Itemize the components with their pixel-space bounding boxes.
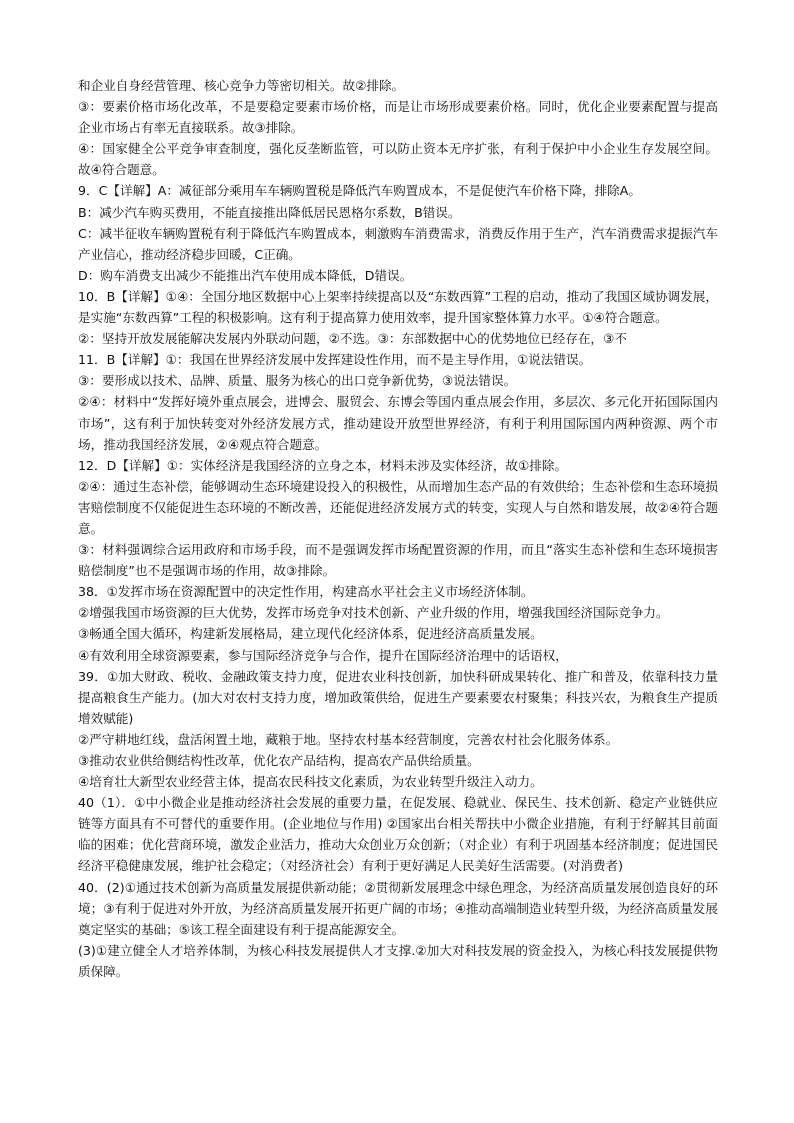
paragraph: ④有效利用全球资源要素，参与国际经济竞争与合作，提升在国际经济治理中的话语权， — [78, 647, 568, 663]
answer-11: 11．B【详解】①：我国在世界经济发展中发挥建设性作用，而不是主导作用，①说法错误。 — [78, 352, 592, 368]
answer-10: 10．B【详解】①④：全国分地区数据中心上架率持续提高以及“东数西算”工程的启动，推动了我国区域协调发展，是实施“东数西算”工程的积极影响。这有利于提高算力使用效率，提升国家整体算力水平。①④符合题意。 — [78, 288, 718, 326]
paragraph: D：购车消费支出减少不能推出汽车使用成本降低，D错误。 — [78, 267, 413, 283]
answer-document — [78, 75, 718, 982]
answer-39: 39．①加大财政、税收、金融政策支持力度，促进农业科技创新，加快科研成果转化、推广和普及，依靠科技力量提高粮食生产能力。(加大对农村支持力度，增加政策供给，促进生产要素要农村聚集；科技兴农，为粮食生产提质增效赋能) — [78, 668, 718, 726]
paragraph: C：减半征收车辆购置税有利于降低汽车购置成本，刺激购车消费需求，消费反作用于生产，汽车消费需求提振汽车产业信心，推动经济稳步回暖，C正确。 — [78, 225, 718, 262]
paragraph: ②④：通过生态补偿，能够调动生态环境建设投入的积极性，从而增加生态产品的有效供给；生态补偿和生态环境损害赔偿制度不仅能促进生态环境的不断改善，还能促进经济发展方式的转变，实现人与自然和谐发展，故②④符合题意。 — [78, 478, 718, 536]
answer-12: 12．D【详解】①：实体经济是我国经济的立身之本，材料未涉及实体经济，故①排除。 — [78, 457, 568, 473]
paragraph: ③推动农业供给侧结构性改革，优化农产品结构，提高农产品供给质量。 — [78, 753, 480, 768]
paragraph: 和企业自身经营管理、核心竞争力等密切相关。故②排除。 — [78, 78, 405, 93]
paragraph: ②严守耕地红线，盘活闲置土地，藏粮于地。坚持农村基本经营制度，完善农村社会化服务体系。 — [78, 731, 619, 747]
answer-40-1: 40（1）．①中小微企业是推动经济社会发展的重要力量，在促发展、稳就业、保民生、技术创新、稳定产业链供应链等方面具有不可替代的重要作用。(企业地位与作用) ②国家出台相关帮扶中小微企业措施，有利于纾解其目前面临的困难；优化营商环境，激发企业活力，推动大众创业万众创新；（对企业）有利于巩固基本经济制度；促进国民经济平稳健康发展，维护社会稳定；（对经济社会）有利于更好满足人民美好生活需要。(对消费者) — [78, 795, 718, 874]
answer-40-3: (3)①建立健全人才培养体制，为核心科技发展提供人才支撑.②加大对科技发展的资金投入，为核心科技发展提供物质保障。 — [78, 942, 718, 979]
paragraph: ④：国家健全公平竞争审查制度，强化反垄断监管，可以防止资本无序扩张，有利于保护中小企业生存发展空间。故④符合题意。 — [78, 141, 718, 178]
answer-38: 38．①发挥市场在资源配置中的决定性作用，构建高水平社会主义市场经济体制。 — [78, 584, 534, 600]
answer-40-2: 40．(2)①通过技术创新为高质量发展提供新动能；②贯彻新发展理念中绿色理念，为经济高质量发展创造良好的环境；③有利于促进对外开放，为经济高质量发展开拓更广阔的市场；④推动高端制造业转型升级，为经济高质量发展奠定坚实的基础；⑤该工程全面建设有利于提高能源安全。 — [78, 879, 718, 937]
answer-9: 9．C【详解】A：减征部分乘用车车辆购置税是降低汽车购置成本，不是促使汽车价格下降，排除A。 — [78, 183, 641, 199]
paragraph: ②：坚持开放发展能解决发展内外联动问题，②不选。③：东部数据中心的优势地位已经存在，③不 — [78, 331, 627, 347]
paragraph: B：减少汽车购买费用，不能直接推出降低居民恩格尔系数，B错误。 — [78, 204, 461, 220]
paragraph: ③：要形成以技术、品牌、质量、服务为核心的出口竞争新优势，③说法错误。 — [78, 373, 517, 389]
paragraph: ③：材料强调综合运用政府和市场手段，而不是强调发挥市场配置资源的作用，而且“落实生态补偿和生态环境损害赔偿制度”也不是强调市场的作用，故③排除。 — [78, 542, 718, 579]
paragraph: ②增强我国市场资源的巨大优势，发挥市场竞争对技术创新、产业升级的作用，增强我国经济国际竞争力。 — [78, 605, 669, 621]
paragraph: ③：要素价格市场化改革，不是要稳定要素市场价格，而是让市场形成要素价格。同时，优化企业要素配置与提高企业市场占有率无直接联系。故③排除。 — [78, 99, 718, 136]
paragraph: ④培育壮大新型农业经营主体，提高农民科技文化素质，为农业转型升级注入动力。 — [78, 774, 543, 790]
paragraph: ②④：材料中“发挥好境外重点展会，进博会、服贸会、东博会等国内重点展会作用，多层次、多元化开拓国际国内市场”，这有利于加快转变对外经济发展方式，推动建设开放型世界经济，有利于利用国际国内两种资源、两个市场，推动我国经济发展，②④观点符合题意。 — [78, 394, 718, 452]
paragraph: ③畅通全国大循环，构建新发展格局，建立现代化经济体系，促进经济高质量发展。 — [78, 626, 543, 642]
